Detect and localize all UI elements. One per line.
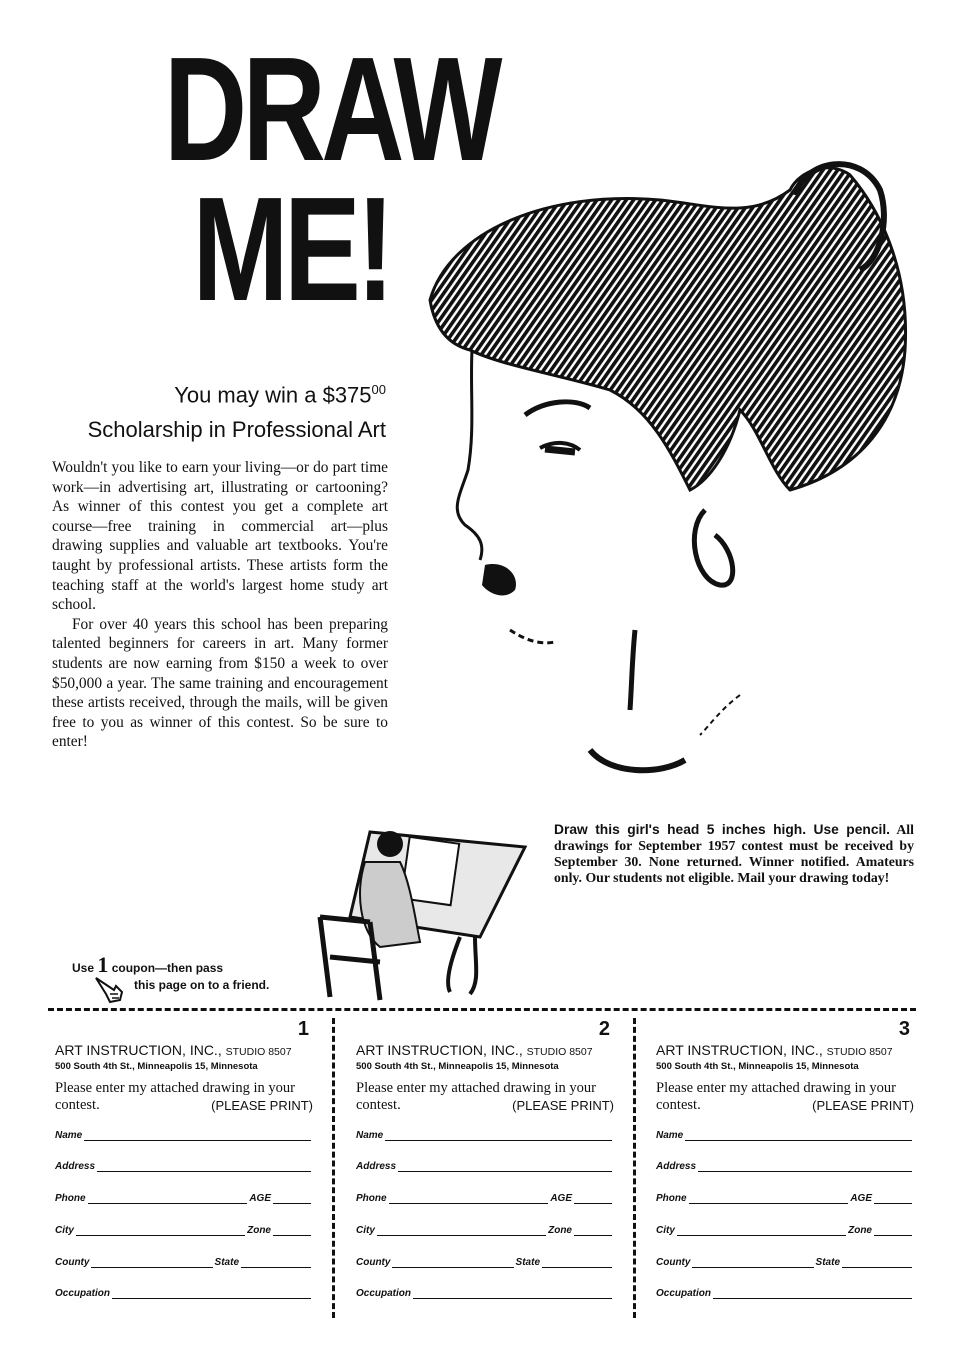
phone-line[interactable] xyxy=(689,1193,849,1204)
coupon-request xyxy=(55,1080,313,1114)
zone-line[interactable] xyxy=(874,1225,912,1236)
occupation-field[interactable] xyxy=(356,1288,614,1299)
headline-line-2: ME! xyxy=(192,167,390,332)
city-line[interactable] xyxy=(377,1225,546,1236)
state-line[interactable] xyxy=(542,1257,612,1268)
phone-age-field[interactable] xyxy=(656,1193,914,1204)
field-label: County xyxy=(656,1257,691,1268)
girl-portrait-illustration xyxy=(410,150,950,800)
county-line[interactable] xyxy=(392,1257,513,1268)
field-label: City xyxy=(356,1225,375,1236)
field-label: Name xyxy=(656,1130,684,1141)
coupon-request xyxy=(656,1080,914,1114)
coupon-address: 500 South 4th St., Minneapolis 15, Minnesota xyxy=(356,1061,559,1072)
field-label: Address xyxy=(656,1161,697,1172)
company-name: ART INSTRUCTION, INC., xyxy=(55,1042,222,1058)
field-label: State xyxy=(214,1257,239,1268)
contest-instructions xyxy=(554,822,914,886)
field-label: AGE xyxy=(550,1193,572,1204)
age-line[interactable] xyxy=(874,1193,912,1204)
name-line[interactable] xyxy=(84,1130,311,1141)
request-text: Please enter my attached drawing in your contest. xyxy=(55,1080,295,1113)
field-label: Zone xyxy=(548,1225,572,1236)
instructions-lead: Draw this girl's head 5 inches high. Use pencil. xyxy=(554,822,891,837)
prize-heading xyxy=(40,372,386,447)
phone-line[interactable] xyxy=(88,1193,248,1204)
field-label: State xyxy=(815,1257,840,1268)
state-line[interactable] xyxy=(241,1257,311,1268)
coupon-1[interactable] xyxy=(55,1018,313,1318)
field-label: AGE xyxy=(850,1193,872,1204)
field-label: County xyxy=(356,1257,391,1268)
field-label: Phone xyxy=(356,1193,387,1204)
occupation-field[interactable] xyxy=(656,1288,914,1299)
county-state-field[interactable] xyxy=(356,1257,614,1268)
city-zone-field[interactable] xyxy=(55,1225,313,1236)
prize-prefix: You may win a xyxy=(174,382,323,408)
county-line[interactable] xyxy=(91,1257,212,1268)
field-label: City xyxy=(656,1225,675,1236)
field-label: AGE xyxy=(249,1193,271,1204)
zone-line[interactable] xyxy=(273,1225,311,1236)
phone-age-field[interactable] xyxy=(356,1193,614,1204)
prize-cents: 00 xyxy=(371,382,386,397)
prize-subtitle: Scholarship in Professional Art xyxy=(87,417,386,443)
zone-line[interactable] xyxy=(574,1225,612,1236)
occupation-field[interactable] xyxy=(55,1288,313,1299)
coupon-2[interactable] xyxy=(356,1018,614,1318)
prize-amount: $375 xyxy=(322,382,372,408)
state-line[interactable] xyxy=(842,1257,912,1268)
age-line[interactable] xyxy=(273,1193,311,1204)
field-label: Occupation xyxy=(55,1288,111,1299)
coupon-address: 500 South 4th St., Minneapolis 15, Minnesota xyxy=(55,1061,258,1072)
please-print-note: (PLEASE PRINT) xyxy=(211,1098,313,1113)
coupon-company xyxy=(656,1042,893,1058)
name-field[interactable] xyxy=(356,1130,614,1141)
address-field[interactable] xyxy=(356,1161,614,1172)
address-line[interactable] xyxy=(398,1161,612,1172)
coupon-divider-2 xyxy=(633,1018,636,1318)
coupon-address: 500 South 4th St., Minneapolis 15, Minnesota xyxy=(656,1061,859,1072)
address-line[interactable] xyxy=(698,1161,912,1172)
address-line[interactable] xyxy=(97,1161,311,1172)
body-copy xyxy=(52,458,388,752)
coupon-3[interactable] xyxy=(656,1018,914,1318)
field-label: Occupation xyxy=(356,1288,412,1299)
city-line[interactable] xyxy=(677,1225,846,1236)
field-label: Name xyxy=(356,1130,384,1141)
company-name: ART INSTRUCTION, INC., xyxy=(356,1042,523,1058)
county-line[interactable] xyxy=(692,1257,813,1268)
coupon-divider-1 xyxy=(332,1018,335,1318)
field-label: Zone xyxy=(848,1225,872,1236)
county-state-field[interactable] xyxy=(55,1257,313,1268)
studio-number: STUDIO 8507 xyxy=(826,1046,893,1058)
artist-at-drafting-table-illustration xyxy=(310,822,530,1002)
coupon-number: 1 xyxy=(297,1018,309,1040)
address-field[interactable] xyxy=(656,1161,914,1172)
coupon-company xyxy=(55,1042,292,1058)
field-label: Occupation xyxy=(656,1288,712,1299)
county-state-field[interactable] xyxy=(656,1257,914,1268)
city-zone-field[interactable] xyxy=(356,1225,614,1236)
field-label: Name xyxy=(55,1130,83,1141)
headline xyxy=(163,27,498,332)
address-field[interactable] xyxy=(55,1161,313,1172)
phone-age-field[interactable] xyxy=(55,1193,313,1204)
name-line[interactable] xyxy=(385,1130,612,1141)
name-field[interactable] xyxy=(656,1130,914,1141)
field-label: Phone xyxy=(656,1193,687,1204)
coupon-number: 2 xyxy=(598,1018,610,1040)
body-paragraph-1: Wouldn't you like to earn your living—or do part time work—in advertising art, illustrating or cartooning? As winner of this contest you get a complete art course—free training in commercial art—plus drawing supplies and valuable art textbooks. You're taught by professional artists. These artists form the teaching staff at the world's largest home study art school. xyxy=(52,459,388,614)
name-field[interactable] xyxy=(55,1130,313,1141)
coupon-number: 3 xyxy=(898,1018,910,1040)
headline-line-1: DRAW xyxy=(163,27,498,192)
please-print-note: (PLEASE PRINT) xyxy=(812,1098,914,1113)
studio-number: STUDIO 8507 xyxy=(526,1046,593,1058)
body-paragraph-2: For over 40 years this school has been preparing talented beginners for careers in art. Many former students are now earning from $150 a week to over $50,000 a year. The same training and encouragement these artists received, through the mails, will be given free to you as winner of this contest. So be sure to enter! xyxy=(52,615,388,751)
field-label: State xyxy=(515,1257,540,1268)
field-label: Address xyxy=(55,1161,96,1172)
use-text: Use xyxy=(72,961,95,975)
please-print-note: (PLEASE PRINT) xyxy=(512,1098,614,1113)
city-zone-field[interactable] xyxy=(656,1225,914,1236)
field-label: City xyxy=(55,1225,74,1236)
pointing-hand-icon xyxy=(92,970,132,1006)
phone-line[interactable] xyxy=(389,1193,549,1204)
coupon-cut-line xyxy=(48,1008,916,1011)
field-label: Address xyxy=(356,1161,397,1172)
field-label: County xyxy=(55,1257,90,1268)
coupon-then-pass-text: coupon—then pass xyxy=(111,961,224,975)
field-label: Phone xyxy=(55,1193,86,1204)
pass-to-friend-note: this page on to a friend. xyxy=(134,978,270,992)
coupon-company xyxy=(356,1042,593,1058)
name-line[interactable] xyxy=(685,1130,912,1141)
coupon-request xyxy=(356,1080,614,1114)
occupation-line[interactable] xyxy=(713,1288,912,1299)
age-line[interactable] xyxy=(574,1193,612,1204)
occupation-line[interactable] xyxy=(413,1288,612,1299)
request-text: Please enter my attached drawing in your contest. xyxy=(356,1080,596,1113)
occupation-line[interactable] xyxy=(112,1288,311,1299)
one-numeral: 1 xyxy=(97,952,109,977)
city-line[interactable] xyxy=(76,1225,245,1236)
request-text: Please enter my attached drawing in your contest. xyxy=(656,1080,896,1113)
company-name: ART INSTRUCTION, INC., xyxy=(656,1042,823,1058)
instructions-rest: All drawings for September 1957 contest must be received by September 30. None returned. Winner notified. Amateurs only. Our students not eligible. Mail your drawing today! xyxy=(554,822,914,885)
studio-number: STUDIO 8507 xyxy=(225,1046,292,1058)
field-label: Zone xyxy=(247,1225,271,1236)
